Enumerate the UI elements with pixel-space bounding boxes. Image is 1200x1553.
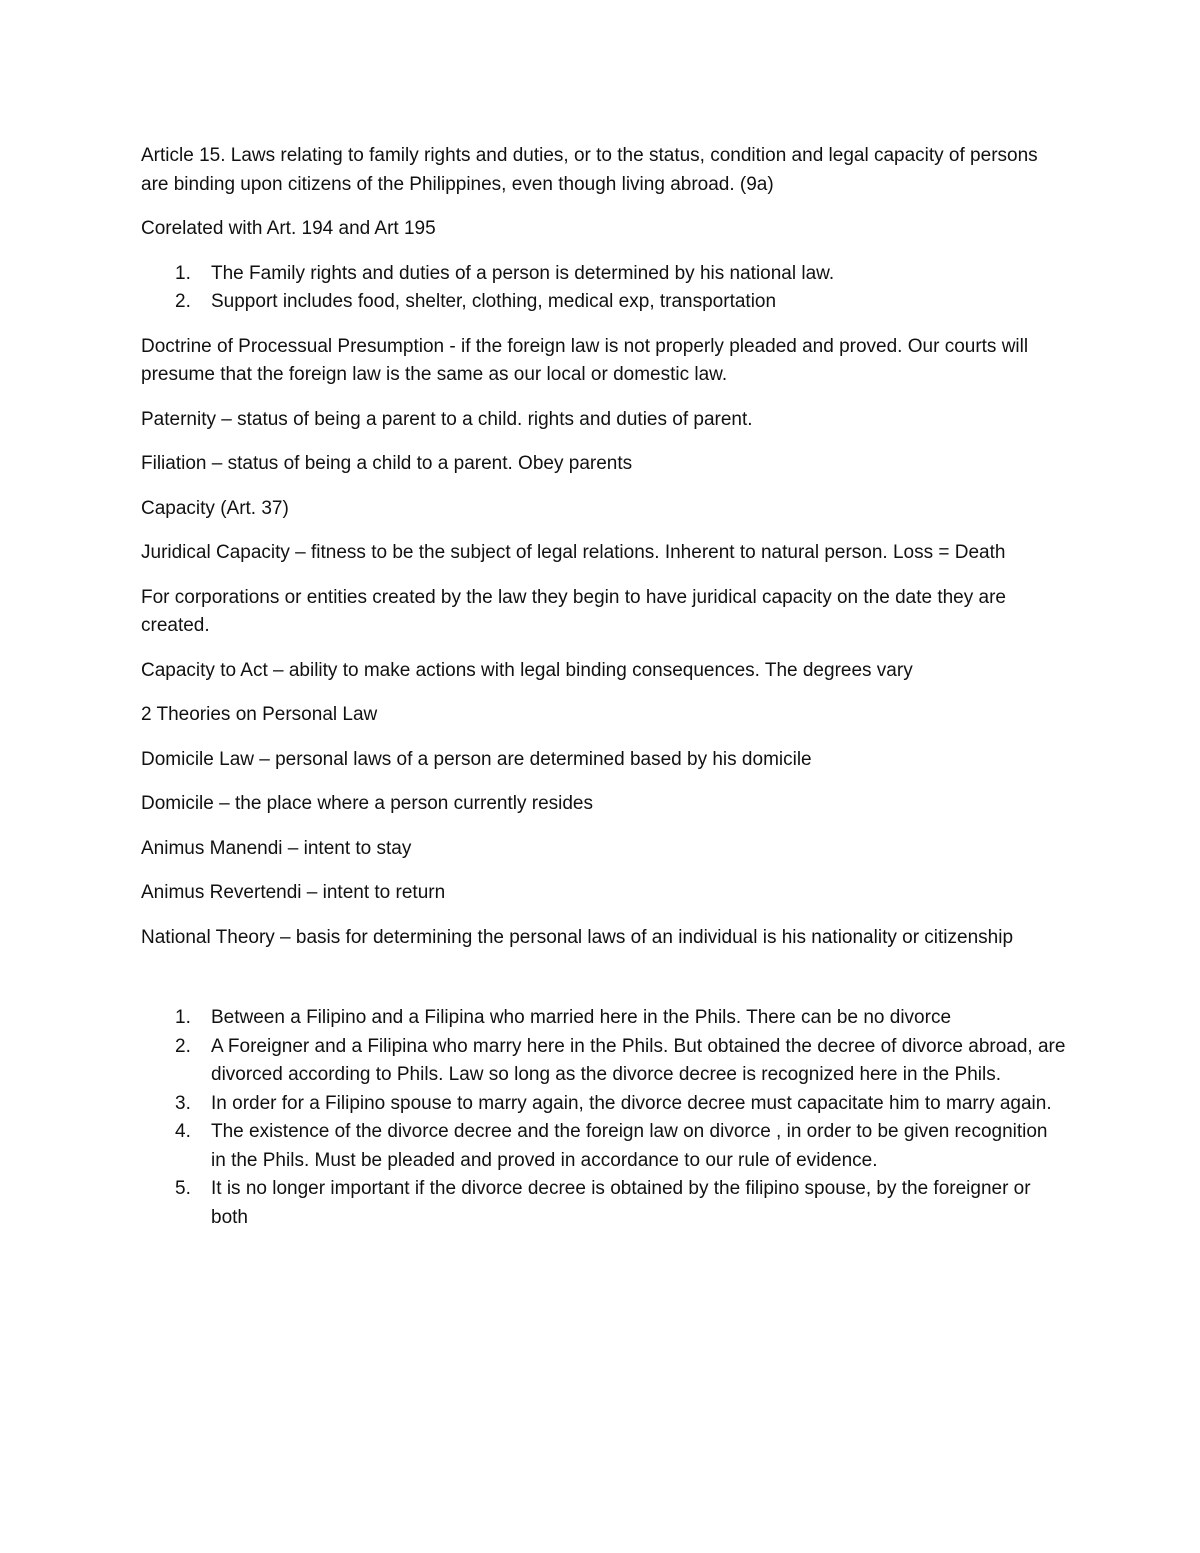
list-item bbox=[141, 1175, 1066, 1232]
list-item-text: In order for a Filipino spouse to marry again, the divorce decree must capacitate him to marry again. bbox=[211, 1092, 1052, 1114]
list-number: 2. bbox=[175, 291, 191, 312]
domicile-paragraph: Domicile – the place where a person currently resides bbox=[141, 793, 593, 814]
list-item-text: Support includes food, shelter, clothing, medical exp, transportation bbox=[211, 291, 777, 312]
list-item-text: The existence of the divorce decree and the foreign law on divorce , in order to be given recognition in the Phils. Must be pleaded and proved in accordance to our rule of evidence. bbox=[211, 1121, 1048, 1171]
capacity-heading: Capacity (Art. 37) bbox=[141, 497, 289, 519]
animus-manendi-paragraph: Animus Manendi – intent to stay bbox=[141, 837, 412, 859]
list-item-text: A Foreigner and a Filipina who marry here in the Phils. But obtained the decree of divorce abroad, are divorced according to Phils. Law so long as the divorce decree is recognized here in the Phils. bbox=[211, 1035, 1066, 1085]
capacity-to-act-paragraph: Capacity to Act – ability to make actions with legal binding consequences. The degrees vary bbox=[141, 659, 913, 681]
list-number: 5. bbox=[175, 1178, 191, 1199]
article-15-paragraph: Article 15. Laws relating to family rights and duties, or to the status, condition and legal capacity of persons are binding upon citizens of the Philippines, even though living abroad. (9a) bbox=[141, 145, 1038, 195]
paternity-paragraph: Paternity – status of being a parent to a child. rights and duties of parent. bbox=[141, 408, 753, 430]
document-body bbox=[141, 142, 1066, 1248]
corelated-paragraph: Corelated with Art. 194 and Art 195 bbox=[141, 218, 436, 239]
animus-revertendi-paragraph: Animus Revertendi – intent to return bbox=[141, 882, 446, 903]
list-item-text: The Family rights and duties of a person is determined by his national law. bbox=[211, 262, 835, 284]
list-number: 1. bbox=[175, 262, 191, 284]
corporations-paragraph: For corporations or entities created by the law they begin to have juridical capacity on the date they are created. bbox=[141, 586, 1006, 636]
list-item bbox=[141, 1118, 1066, 1175]
list-item bbox=[141, 288, 1066, 317]
list-number: 1. bbox=[175, 1007, 191, 1028]
juridical-capacity-paragraph: Juridical Capacity – fitness to be the subject of legal relations. Inherent to natural person. Loss = Death bbox=[141, 542, 1006, 563]
family-rights-list bbox=[141, 260, 1066, 317]
list-number: 4. bbox=[175, 1121, 191, 1142]
national-theory-paragraph: National Theory – basis for determining the personal laws of an individual is his nationality or citizenship bbox=[141, 926, 1014, 948]
domicile-law-paragraph: Domicile Law – personal laws of a person are determined based by his domicile bbox=[141, 748, 812, 770]
list-number: 3. bbox=[175, 1092, 191, 1114]
filiation-paragraph: Filiation – status of being a child to a parent. Obey parents bbox=[141, 453, 633, 474]
list-item-text: It is no longer important if the divorce decree is obtained by the filipino spouse, by the foreigner or both bbox=[211, 1178, 1031, 1228]
processual-presumption-paragraph: Doctrine of Processual Presumption - if the foreign law is not properly pleaded and proved. Our courts will presume that the foreign law is the same as our local or domestic law. bbox=[141, 335, 1029, 385]
list-item bbox=[141, 1090, 1066, 1119]
list-item bbox=[141, 1033, 1066, 1090]
theories-heading: 2 Theories on Personal Law bbox=[141, 704, 378, 725]
list-item bbox=[141, 1004, 1066, 1033]
divorce-list bbox=[141, 1004, 1066, 1232]
list-item-text: Between a Filipino and a Filipina who married here in the Phils. There can be no divorce bbox=[211, 1007, 952, 1028]
list-item bbox=[141, 260, 1066, 289]
list-number: 2. bbox=[175, 1035, 191, 1057]
